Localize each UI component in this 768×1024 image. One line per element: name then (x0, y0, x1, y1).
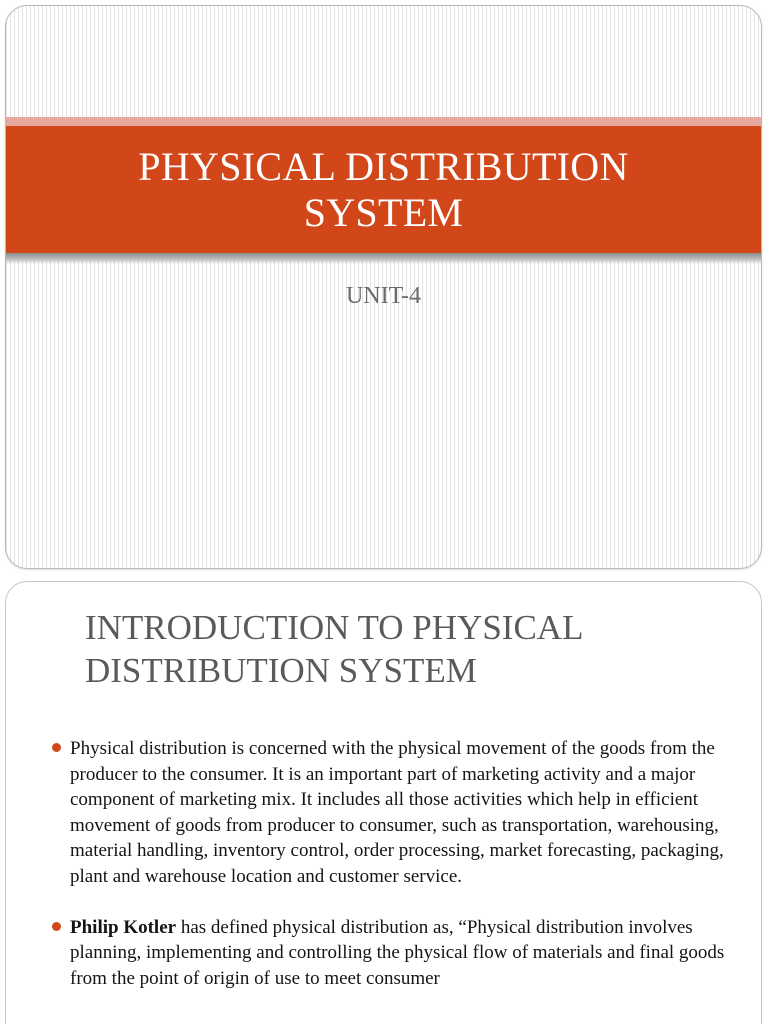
bullet-item (52, 736, 732, 890)
title-slide (5, 5, 762, 569)
title-band-shadow (6, 253, 761, 264)
content-slide (5, 581, 762, 1024)
title-band-accent-top (6, 117, 761, 126)
bullet-list (52, 736, 732, 991)
bullet-bold-term: Philip Kotler (70, 916, 177, 938)
slide-title: PHYSICAL DISTRIBUTION SYSTEM (138, 143, 629, 235)
bullet-item (52, 915, 732, 992)
bullet-dot-icon (52, 922, 61, 931)
slide-subtitle: UNIT-4 (345, 283, 422, 309)
bullet-text: Physical distribution is concerned with the physical movement of the goods from the producer to the consumer. It is an important part of marketing activity and a major component of marketing mix. It includes all those activities which help in efficient movement of goods from producer to consumer, such as transportation, warehousing, material handling, inventory control, order processing, market forecasting, packaging, plant and warehouse location and customer service. (70, 738, 724, 887)
bullet-dot-icon (52, 743, 61, 752)
content-slide-title: INTRODUCTION TO PHYSICAL DISTRIBUTION SYSTEM (85, 608, 583, 690)
title-band (6, 126, 761, 253)
bullet-text: has defined physical distribution as, “Physical distribution involves planning, implementing and controlling the physical flow of materials and final goods from the point of origin of use to meet consumer (70, 916, 725, 989)
